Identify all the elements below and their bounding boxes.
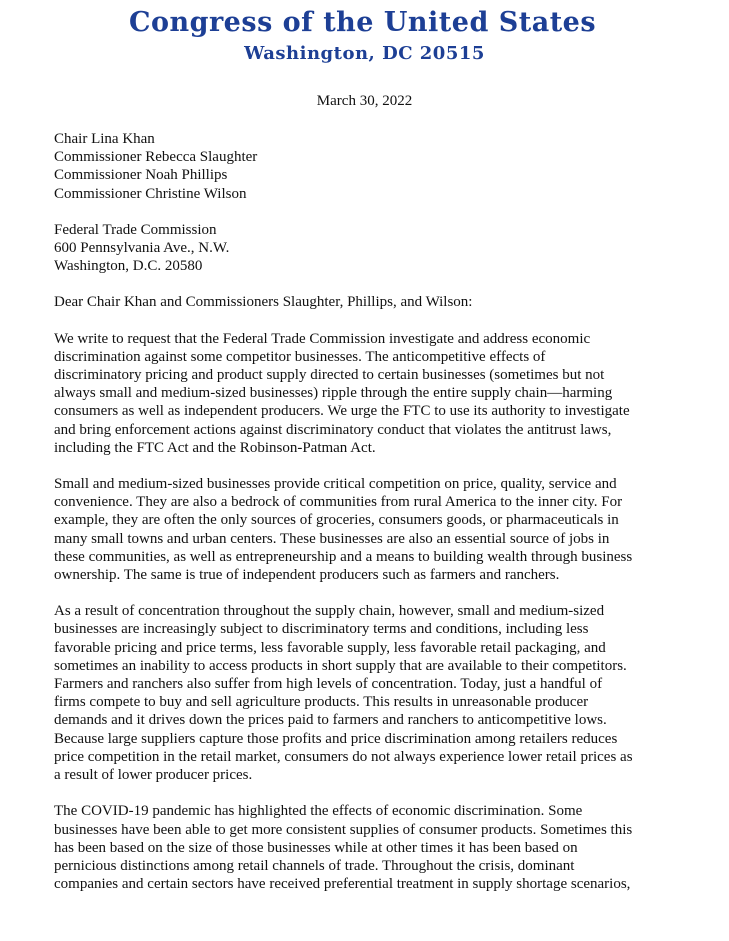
paragraph-line: and bring enforcement actions against discriminatory conduct that violates the antitrust laws, xyxy=(54,421,612,438)
paragraph-line: discrimination against some competitor businesses. The anticompetitive effects of xyxy=(54,348,546,365)
letterhead-title: Congress of the United States xyxy=(128,7,597,38)
paragraph-line: many small towns and urban centers. These businesses are also an essential source of jobs in xyxy=(54,530,610,547)
address-block xyxy=(54,221,714,276)
paragraph-line: discriminatory pricing and product supply directed to certain businesses (sometimes but not xyxy=(54,367,605,384)
paragraph-line: Farmers and ranchers also suffer from high levels of concentration. Today, just a handful of xyxy=(54,676,603,693)
paragraph-line: firms compete to buy and sell agriculture products. This results in unreasonable producer xyxy=(54,694,589,711)
paragraph-line: ownership. The same is true of independent producers such as farmers and ranchers. xyxy=(54,567,560,584)
paragraph-line: convenience. They are also a bedrock of communities from rural America to the inner city. For xyxy=(54,494,623,511)
paragraph-line: including the FTC Act and the Robinson-Patman Act. xyxy=(54,439,376,456)
paragraph-line: these communities, as well as entrepreneurship and a means to building wealth through business xyxy=(54,548,633,565)
paragraph-line: always small and medium-sized businesses) ripple through the entire supply chain—harming xyxy=(54,385,613,402)
address-line: Federal Trade Commission xyxy=(54,221,217,238)
paragraph-line: We write to request that the Federal Trade Commission investigate and address economic xyxy=(54,330,591,347)
paragraph-line: a result of lower producer prices. xyxy=(54,767,253,784)
paragraph-line: businesses are increasingly subject to discriminatory terms and conditions, including less xyxy=(54,621,589,638)
paragraph-line: As a result of concentration throughout the supply chain, however, small and medium-sized xyxy=(54,603,605,620)
recipient-line: Commissioner Rebecca Slaughter xyxy=(54,149,258,166)
paragraph-3 xyxy=(54,602,714,784)
paragraph-line: example, they are often the only sources of groceries, consumers goods, or pharmaceuticals in xyxy=(54,512,619,529)
recipient-line: Commissioner Christine Wilson xyxy=(54,185,247,202)
paragraph-line: demands and it drives down the prices paid to farmers and ranchers to anticompetitive lows. xyxy=(54,712,607,729)
paragraph-2 xyxy=(54,475,714,584)
letter-body xyxy=(54,130,714,911)
recipient-block xyxy=(54,130,714,203)
paragraph-line: pernicious distinctions among retail channels of trade. Throughout the crisis, dominant xyxy=(54,857,575,874)
paragraph-4 xyxy=(54,802,714,893)
recipient-line: Commissioner Noah Phillips xyxy=(54,167,228,184)
recipient-line: Chair Lina Khan xyxy=(54,131,155,147)
letterhead xyxy=(0,6,729,66)
salutation: Dear Chair Khan and Commissioners Slaughter, Phillips, and Wilson: xyxy=(54,294,473,311)
paragraph-1 xyxy=(54,330,714,457)
paragraph-line: companies and certain sectors have received preferential treatment in supply shortage scenarios, xyxy=(54,876,631,893)
address-line: Washington, D.C. 20580 xyxy=(54,258,203,275)
paragraph-line: price competition in the retail market, consumers do not always experience lower retail prices as xyxy=(54,748,633,765)
address-line: 600 Pennsylvania Ave., N.W. xyxy=(54,240,230,257)
paragraph-line: Because large suppliers capture those profits and price discrimination among retailers reduces xyxy=(54,730,618,747)
letter-date: March 30, 2022 xyxy=(316,93,413,109)
paragraph-line: has been based on the size of those businesses while at other times it has been based on xyxy=(54,839,578,856)
paragraph-line: Small and medium-sized businesses provide critical competition on price, quality, service and xyxy=(54,476,617,493)
paragraph-line: The COVID-19 pandemic has highlighted the effects of economic discrimination. Some xyxy=(54,803,583,820)
paragraph-line: businesses have been able to get more consistent supplies of consumer products. Sometimes this xyxy=(54,821,633,838)
paragraph-line: consumers as well as independent producers. We urge the FTC to use its authority to investigate xyxy=(54,403,630,420)
paragraph-line: sometimes an inability to access products in short supply that are available to their competitors. xyxy=(54,657,627,674)
letterhead-subtitle: Washington, DC 20515 xyxy=(244,43,485,64)
paragraph-line: favorable pricing and price terms, less favorable supply, less favorable retail packaging, and xyxy=(54,639,606,656)
